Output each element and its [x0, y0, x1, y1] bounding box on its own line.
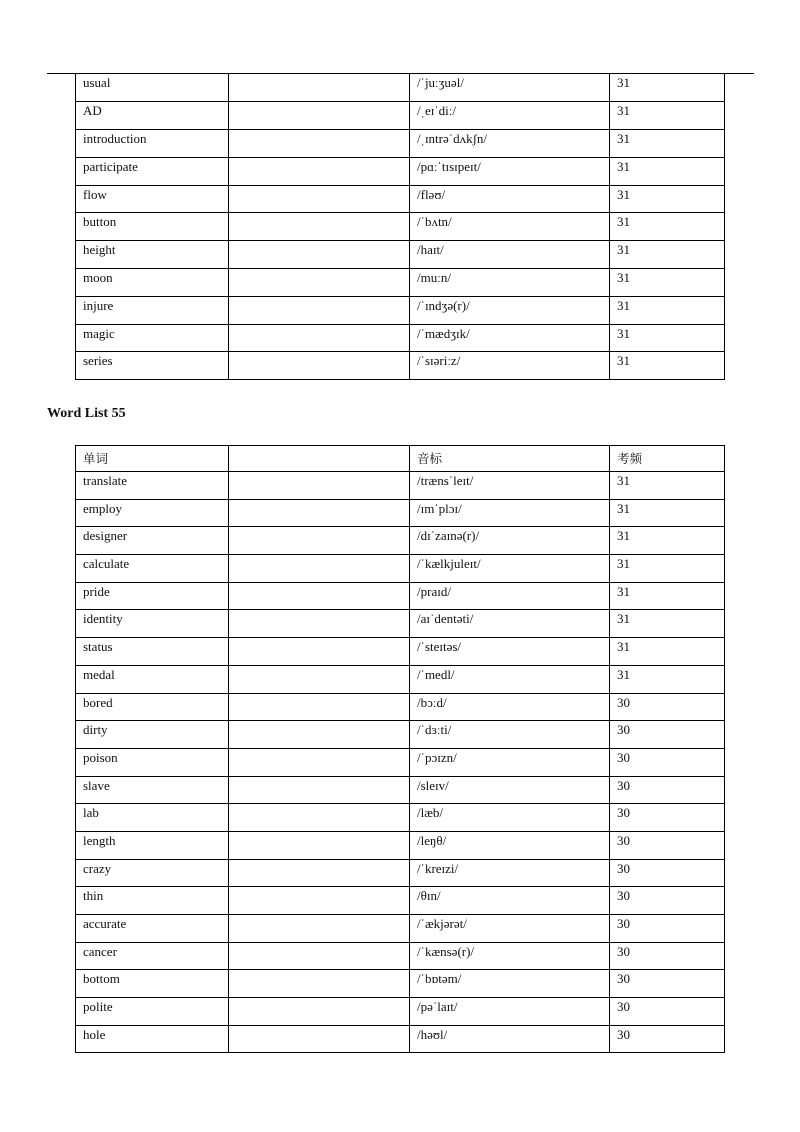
- blank-cell: [229, 130, 410, 158]
- word-cell: polite: [76, 998, 229, 1026]
- frequency-cell: 30: [610, 859, 725, 887]
- phonetic-cell: /ˈmædʒɪk/: [410, 324, 610, 352]
- table-row: [76, 721, 725, 749]
- phonetic-cell: /ˈkænsə(r)/: [410, 942, 610, 970]
- blank-cell: [229, 472, 410, 500]
- frequency-cell: 30: [610, 970, 725, 998]
- frequency-cell: 31: [610, 213, 725, 241]
- phonetic-cell: /leŋθ/: [410, 831, 610, 859]
- frequency-cell: 30: [610, 693, 725, 721]
- table-row: [76, 157, 725, 185]
- table-row: [76, 998, 725, 1026]
- word-cell: AD: [76, 102, 229, 130]
- blank-cell: [229, 157, 410, 185]
- word-cell: employ: [76, 499, 229, 527]
- blank-cell: [229, 665, 410, 693]
- phonetic-cell: /sleɪv/: [410, 776, 610, 804]
- phonetic-cell: /haɪt/: [410, 241, 610, 269]
- frequency-cell: 31: [610, 665, 725, 693]
- word-cell: slave: [76, 776, 229, 804]
- blank-cell: [229, 185, 410, 213]
- table-row: [76, 831, 725, 859]
- table-row: [76, 638, 725, 666]
- word-cell: lab: [76, 804, 229, 832]
- frequency-cell: 31: [610, 296, 725, 324]
- table-row: [76, 185, 725, 213]
- table-row: [76, 915, 725, 943]
- phonetic-cell: /ˈpɔɪzn/: [410, 748, 610, 776]
- table-row: [76, 213, 725, 241]
- table-row: [76, 610, 725, 638]
- table-row: [76, 970, 725, 998]
- blank-cell: [229, 638, 410, 666]
- table-row: [76, 352, 725, 380]
- word-cell: dirty: [76, 721, 229, 749]
- phonetic-cell: /bɔːd/: [410, 693, 610, 721]
- word-cell: length: [76, 831, 229, 859]
- table-row: [76, 102, 725, 130]
- phonetic-cell: /ˈɪndʒə(r)/: [410, 296, 610, 324]
- blank-cell: [229, 693, 410, 721]
- frequency-cell: 31: [610, 555, 725, 583]
- table-row: [76, 296, 725, 324]
- word-cell: button: [76, 213, 229, 241]
- table-row: [76, 527, 725, 555]
- table-row: [76, 472, 725, 500]
- blank-cell: [229, 74, 410, 102]
- frequency-cell: 31: [610, 352, 725, 380]
- word-cell: height: [76, 241, 229, 269]
- frequency-cell: 30: [610, 804, 725, 832]
- previous-word-table: [75, 74, 725, 380]
- word-cell: hole: [76, 1025, 229, 1053]
- frequency-cell: 30: [610, 942, 725, 970]
- phonetic-cell: /fləʊ/: [410, 185, 610, 213]
- frequency-cell: 31: [610, 499, 725, 527]
- frequency-cell: 31: [610, 241, 725, 269]
- frequency-cell: 31: [610, 582, 725, 610]
- word-cell: identity: [76, 610, 229, 638]
- phonetic-cell: /pɑːˈtɪsɪpeɪt/: [410, 157, 610, 185]
- table-row: [76, 748, 725, 776]
- table-row: [76, 130, 725, 158]
- blank-cell: [229, 296, 410, 324]
- blank-cell: [229, 102, 410, 130]
- blank-cell: [229, 915, 410, 943]
- table-row: [76, 804, 725, 832]
- frequency-cell: 30: [610, 887, 725, 915]
- word-cell: poison: [76, 748, 229, 776]
- word-cell: accurate: [76, 915, 229, 943]
- word-cell: pride: [76, 582, 229, 610]
- word-cell: status: [76, 638, 229, 666]
- phonetic-cell: /ˈdɜːti/: [410, 721, 610, 749]
- table-row: [76, 887, 725, 915]
- phonetic-cell: /həʊl/: [410, 1025, 610, 1053]
- blank-cell: [229, 241, 410, 269]
- word-cell: usual: [76, 74, 229, 102]
- frequency-cell: 31: [610, 527, 725, 555]
- table-row: [76, 74, 725, 102]
- blank-cell: [229, 887, 410, 915]
- frequency-cell: 31: [610, 324, 725, 352]
- frequency-cell: 31: [610, 102, 725, 130]
- phonetic-cell: /ɪmˈplɔɪ/: [410, 499, 610, 527]
- blank-cell: [229, 324, 410, 352]
- word-cell: introduction: [76, 130, 229, 158]
- frequency-cell: 30: [610, 776, 725, 804]
- table-row: [76, 582, 725, 610]
- phonetic-cell: /ˌeɪˈdiː/: [410, 102, 610, 130]
- table-row: [76, 665, 725, 693]
- phonetic-cell: /ˈkreɪzi/: [410, 859, 610, 887]
- table-row: [76, 241, 725, 269]
- word-cell: participate: [76, 157, 229, 185]
- frequency-cell: 30: [610, 998, 725, 1026]
- phonetic-cell: /aɪˈdentəti/: [410, 610, 610, 638]
- blank-cell: [229, 748, 410, 776]
- table-row: [76, 776, 725, 804]
- word-cell: designer: [76, 527, 229, 555]
- phonetic-cell: /ˈækjərət/: [410, 915, 610, 943]
- phonetic-cell: /ˈbɒtəm/: [410, 970, 610, 998]
- phonetic-cell: /ˈjuːʒuəl/: [410, 74, 610, 102]
- word-cell: thin: [76, 887, 229, 915]
- blank-cell: [229, 998, 410, 1026]
- frequency-cell: 30: [610, 915, 725, 943]
- word-cell: injure: [76, 296, 229, 324]
- frequency-cell: 31: [610, 610, 725, 638]
- frequency-cell: 31: [610, 269, 725, 297]
- word-cell: flow: [76, 185, 229, 213]
- table-row: [76, 324, 725, 352]
- frequency-cell: 31: [610, 472, 725, 500]
- word-cell: translate: [76, 472, 229, 500]
- word-cell: crazy: [76, 859, 229, 887]
- word-cell: bored: [76, 693, 229, 721]
- phonetic-cell: /praɪd/: [410, 582, 610, 610]
- blank-cell: [229, 776, 410, 804]
- word-cell: moon: [76, 269, 229, 297]
- phonetic-cell: /ˈbʌtn/: [410, 213, 610, 241]
- header-word: 单词: [76, 446, 229, 472]
- frequency-cell: 31: [610, 185, 725, 213]
- word-cell: series: [76, 352, 229, 380]
- phonetic-cell: /ˈmedl/: [410, 665, 610, 693]
- word-list-55-table: [75, 445, 725, 1053]
- phonetic-cell: /muːn/: [410, 269, 610, 297]
- frequency-cell: 31: [610, 638, 725, 666]
- phonetic-cell: /læb/: [410, 804, 610, 832]
- blank-cell: [229, 831, 410, 859]
- blank-cell: [229, 859, 410, 887]
- table-row: [76, 499, 725, 527]
- phonetic-cell: /ˌɪntrəˈdʌkʃn/: [410, 130, 610, 158]
- phonetic-cell: /ˈsɪəriːz/: [410, 352, 610, 380]
- frequency-cell: 30: [610, 1025, 725, 1053]
- phonetic-cell: /dɪˈzaɪnə(r)/: [410, 527, 610, 555]
- blank-cell: [229, 942, 410, 970]
- phonetic-cell: /ˈsteɪtəs/: [410, 638, 610, 666]
- frequency-cell: 31: [610, 74, 725, 102]
- word-cell: magic: [76, 324, 229, 352]
- blank-cell: [229, 555, 410, 583]
- blank-cell: [229, 213, 410, 241]
- header-blank: [229, 446, 410, 472]
- frequency-cell: 30: [610, 748, 725, 776]
- phonetic-cell: /trænsˈleɪt/: [410, 472, 610, 500]
- blank-cell: [229, 610, 410, 638]
- section-title: Word List 55: [47, 406, 126, 421]
- phonetic-cell: /pəˈlaɪt/: [410, 998, 610, 1026]
- table-row: [76, 269, 725, 297]
- header-frequency: 考频: [610, 446, 725, 472]
- table-row: [76, 693, 725, 721]
- phonetic-cell: /θɪn/: [410, 887, 610, 915]
- word-cell: cancer: [76, 942, 229, 970]
- blank-cell: [229, 970, 410, 998]
- word-cell: calculate: [76, 555, 229, 583]
- blank-cell: [229, 804, 410, 832]
- blank-cell: [229, 499, 410, 527]
- blank-cell: [229, 582, 410, 610]
- header-phonetic: 音标: [410, 446, 610, 472]
- frequency-cell: 30: [610, 831, 725, 859]
- table-row: [76, 555, 725, 583]
- frequency-cell: 30: [610, 721, 725, 749]
- table-header-row: [76, 446, 725, 472]
- word-cell: bottom: [76, 970, 229, 998]
- frequency-cell: 31: [610, 130, 725, 158]
- blank-cell: [229, 269, 410, 297]
- table-row: [76, 942, 725, 970]
- frequency-cell: 31: [610, 157, 725, 185]
- blank-cell: [229, 527, 410, 555]
- blank-cell: [229, 352, 410, 380]
- blank-cell: [229, 721, 410, 749]
- blank-cell: [229, 1025, 410, 1053]
- table-row: [76, 859, 725, 887]
- table-row: [76, 1025, 725, 1053]
- phonetic-cell: /ˈkælkjuleɪt/: [410, 555, 610, 583]
- word-cell: medal: [76, 665, 229, 693]
